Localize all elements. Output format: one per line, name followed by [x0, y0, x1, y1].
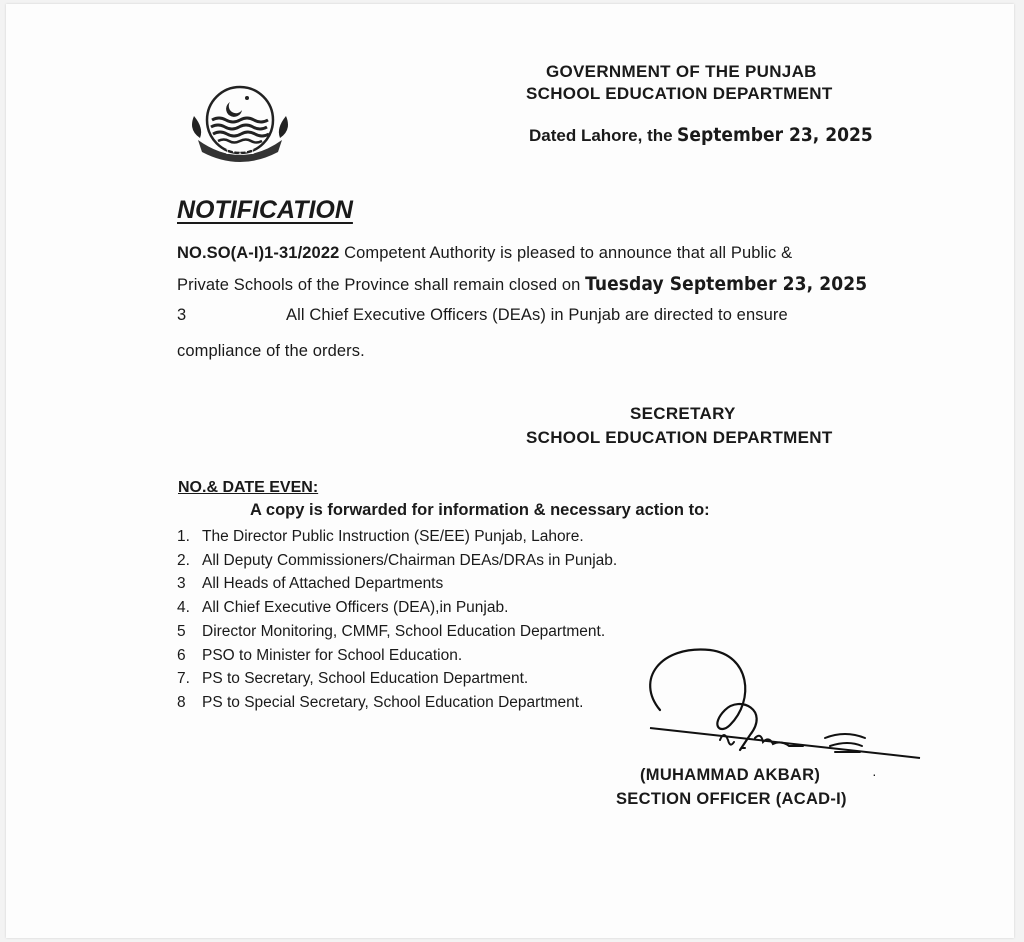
list-item: [177, 599, 508, 617]
dated-line: [529, 124, 873, 146]
dated-value: September 23, 2025: [677, 124, 873, 146]
list-item-number: 6: [177, 647, 186, 664]
signatory-name: (MUHAMMAD AKBAR): [640, 766, 821, 784]
notification-text-4: compliance of the orders.: [177, 342, 365, 360]
secretary-department: SCHOOL EDUCATION DEPARTMENT: [526, 428, 833, 447]
signatory-designation: SECTION OFFICER (ACAD-I): [616, 790, 847, 808]
notification-text-3: All Chief Executive Officers (DEAs) in Punjab are directed to ensure: [286, 306, 788, 324]
list-item-text: All Chief Executive Officers (DEA),in Punjab.: [202, 599, 509, 616]
list-item-number: 7.: [177, 670, 190, 687]
list-item: [177, 575, 443, 593]
notification-line-1: [177, 244, 792, 263]
government-title: GOVERNMENT OF THE PUNJAB: [546, 62, 817, 81]
punjab-seal-icon: [180, 80, 300, 170]
list-item-number: 2.: [177, 552, 190, 569]
list-item-number: 3: [177, 575, 186, 592]
list-item: [177, 647, 462, 665]
para-number: 3: [177, 306, 187, 324]
list-item-number: 8: [177, 694, 186, 711]
list-item-text: The Director Public Instruction (SE/EE) Punjab, Lahore.: [202, 528, 584, 545]
notification-text-2: Private Schools of the Province shall remain closed on: [177, 276, 581, 294]
list-item: [177, 528, 584, 546]
notification-title: NOTIFICATION: [177, 196, 353, 224]
list-item-text: PSO to Minister for School Education.: [202, 647, 463, 664]
list-item-text: PS to Secretary, School Education Department.: [202, 670, 529, 687]
list-item-text: PS to Special Secretary, School Education Department.: [202, 694, 584, 711]
forwarded-line: A copy is forwarded for information & necessary action to:: [250, 501, 710, 519]
closed-date: Tuesday September 23, 2025: [585, 273, 868, 295]
department-title: SCHOOL EDUCATION DEPARTMENT: [526, 84, 833, 103]
notification-number: NO.SO(A-I)1-31/2022: [177, 244, 340, 262]
list-item-number: 5: [177, 623, 186, 640]
secretary-title: SECRETARY: [630, 404, 736, 423]
list-item-text: All Heads of Attached Departments: [202, 575, 444, 592]
dated-label: Dated Lahore, the: [529, 126, 673, 145]
list-item-number: 4.: [177, 599, 190, 616]
list-item: [177, 694, 583, 712]
notification-text-1: Competent Authority is pleased to announce that all Public &: [344, 244, 793, 262]
no-date-even: NO.& DATE EVEN:: [178, 479, 319, 496]
list-item: [177, 623, 605, 641]
dot-mark: ·: [872, 766, 877, 782]
list-item: [177, 670, 528, 688]
seal-text: ⵊ • ⵊ • ⵊ: [226, 150, 255, 156]
notification-line-2: [177, 273, 867, 295]
list-item-text: Director Monitoring, CMMF, School Education Department.: [202, 623, 606, 640]
list-item-number: 1.: [177, 528, 190, 545]
list-item: [177, 552, 617, 570]
list-item-text: All Deputy Commissioners/Chairman DEAs/DRAs in Punjab.: [202, 552, 618, 569]
signature-icon: [630, 640, 930, 770]
